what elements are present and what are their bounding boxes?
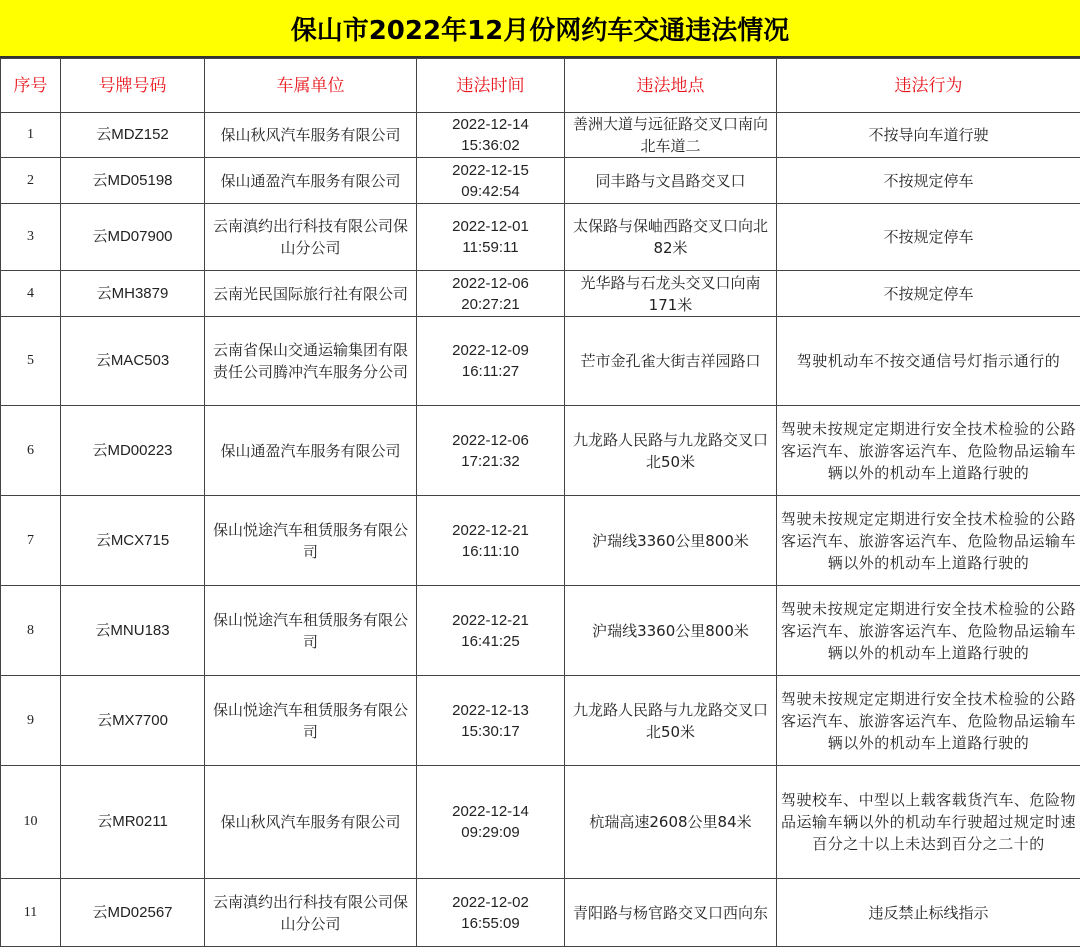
row-clock: 16:11:27 [421, 361, 560, 382]
row-seq: 9 [1, 676, 61, 766]
row-date: 2022-12-21 [421, 610, 560, 631]
row-place: 善洲大道与远征路交叉口南向北车道二 [565, 113, 777, 158]
row-plate: 云MNU183 [61, 586, 205, 676]
row-unit: 云南滇约出行科技有限公司保山分公司 [205, 204, 417, 271]
row-time [417, 204, 565, 271]
row-time [417, 586, 565, 676]
row-action: 驾驶未按规定定期进行安全技术检验的公路客运汽车、旅游客运汽车、危险物品运输车辆以外的机动车上道路行驶的 [777, 676, 1080, 766]
row-action: 不按规定停车 [777, 158, 1080, 204]
row-unit: 云南省保山交通运输集团有限责任公司腾冲汽车服务分公司 [205, 317, 417, 406]
table-row [1, 406, 1080, 496]
row-unit: 保山秋风汽车服务有限公司 [205, 766, 417, 879]
row-unit: 保山通盈汽车服务有限公司 [205, 158, 417, 204]
row-clock: 15:36:02 [421, 135, 560, 156]
row-clock: 11:59:11 [421, 237, 560, 258]
table-row [1, 317, 1080, 406]
row-action: 驾驶未按规定定期进行安全技术检验的公路客运汽车、旅游客运汽车、危险物品运输车辆以外的机动车上道路行驶的 [777, 586, 1080, 676]
row-date: 2022-12-21 [421, 520, 560, 541]
header-time: 违法时间 [417, 59, 565, 113]
row-place: 太保路与保岫西路交叉口向北82米 [565, 204, 777, 271]
row-action: 不按导向车道行驶 [777, 113, 1080, 158]
row-seq: 11 [1, 879, 61, 947]
row-clock: 16:11:10 [421, 541, 560, 562]
row-time [417, 676, 565, 766]
header-action: 违法行为 [777, 59, 1080, 113]
row-place: 九龙路人民路与九龙路交叉口北50米 [565, 406, 777, 496]
row-date: 2022-12-15 [421, 160, 560, 181]
row-unit: 保山悦途汽车租赁服务有限公司 [205, 496, 417, 586]
row-date: 2022-12-14 [421, 801, 560, 822]
row-seq: 5 [1, 317, 61, 406]
row-time [417, 158, 565, 204]
page-title: 保山市2022年12月份网约车交通违法情况 [0, 0, 1080, 58]
row-date: 2022-12-09 [421, 340, 560, 361]
table-row [1, 113, 1080, 158]
row-place: 青阳路与杨官路交叉口西向东 [565, 879, 777, 947]
row-date: 2022-12-01 [421, 216, 560, 237]
row-plate: 云MAC503 [61, 317, 205, 406]
table-row [1, 204, 1080, 271]
table-row [1, 158, 1080, 204]
table-row [1, 271, 1080, 317]
row-unit: 保山悦途汽车租赁服务有限公司 [205, 586, 417, 676]
row-time [417, 496, 565, 586]
row-clock: 17:21:32 [421, 451, 560, 472]
table-row [1, 879, 1080, 947]
row-unit: 保山秋风汽车服务有限公司 [205, 113, 417, 158]
row-action: 驾驶未按规定定期进行安全技术检验的公路客运汽车、旅游客运汽车、危险物品运输车辆以外的机动车上道路行驶的 [777, 406, 1080, 496]
row-place: 九龙路人民路与九龙路交叉口北50米 [565, 676, 777, 766]
row-clock: 15:30:17 [421, 721, 560, 742]
row-plate: 云MD02567 [61, 879, 205, 947]
table-row [1, 676, 1080, 766]
row-clock: 09:42:54 [421, 181, 560, 202]
row-time [417, 317, 565, 406]
row-place: 芒市金孔雀大街吉祥园路口 [565, 317, 777, 406]
row-seq: 4 [1, 271, 61, 317]
row-place: 沪瑞线3360公里800米 [565, 496, 777, 586]
row-action: 违反禁止标线指示 [777, 879, 1080, 947]
table-row [1, 586, 1080, 676]
row-action: 驾驶未按规定定期进行安全技术检验的公路客运汽车、旅游客运汽车、危险物品运输车辆以外的机动车上道路行驶的 [777, 496, 1080, 586]
header-row [1, 59, 1080, 113]
header-plate: 号牌号码 [61, 59, 205, 113]
table-row [1, 766, 1080, 879]
row-action: 驾驶机动车不按交通信号灯指示通行的 [777, 317, 1080, 406]
row-date: 2022-12-13 [421, 700, 560, 721]
row-unit: 云南光民国际旅行社有限公司 [205, 271, 417, 317]
row-date: 2022-12-06 [421, 430, 560, 451]
row-date: 2022-12-14 [421, 114, 560, 135]
row-date: 2022-12-06 [421, 273, 560, 294]
row-clock: 16:55:09 [421, 913, 560, 934]
row-seq: 3 [1, 204, 61, 271]
row-place: 沪瑞线3360公里800米 [565, 586, 777, 676]
row-plate: 云MR0211 [61, 766, 205, 879]
row-plate: 云MD00223 [61, 406, 205, 496]
row-action: 不按规定停车 [777, 271, 1080, 317]
row-place: 光华路与石龙头交叉口向南171米 [565, 271, 777, 317]
row-time [417, 271, 565, 317]
header-unit: 车属单位 [205, 59, 417, 113]
row-unit: 保山通盈汽车服务有限公司 [205, 406, 417, 496]
row-time [417, 879, 565, 947]
violations-table [0, 58, 1080, 947]
row-place: 同丰路与文昌路交叉口 [565, 158, 777, 204]
table-row [1, 496, 1080, 586]
header-place: 违法地点 [565, 59, 777, 113]
row-seq: 10 [1, 766, 61, 879]
row-time [417, 406, 565, 496]
row-date: 2022-12-02 [421, 892, 560, 913]
row-unit: 保山悦途汽车租赁服务有限公司 [205, 676, 417, 766]
row-seq: 1 [1, 113, 61, 158]
row-plate: 云MDZ152 [61, 113, 205, 158]
row-seq: 6 [1, 406, 61, 496]
row-plate: 云MD05198 [61, 158, 205, 204]
row-seq: 8 [1, 586, 61, 676]
row-clock: 16:41:25 [421, 631, 560, 652]
row-plate: 云MX7700 [61, 676, 205, 766]
row-plate: 云MCX715 [61, 496, 205, 586]
row-plate: 云MH3879 [61, 271, 205, 317]
row-seq: 7 [1, 496, 61, 586]
row-action: 驾驶校车、中型以上载客载货汽车、危险物品运输车辆以外的机动车行驶超过规定时速百分之十以上未达到百分之二十的 [777, 766, 1080, 879]
row-clock: 09:29:09 [421, 822, 560, 843]
row-action: 不按规定停车 [777, 204, 1080, 271]
row-unit: 云南滇约出行科技有限公司保山分公司 [205, 879, 417, 947]
row-clock: 20:27:21 [421, 294, 560, 315]
row-time [417, 766, 565, 879]
header-seq: 序号 [1, 59, 61, 113]
row-plate: 云MD07900 [61, 204, 205, 271]
row-seq: 2 [1, 158, 61, 204]
row-time [417, 113, 565, 158]
row-place: 杭瑞高速2608公里84米 [565, 766, 777, 879]
